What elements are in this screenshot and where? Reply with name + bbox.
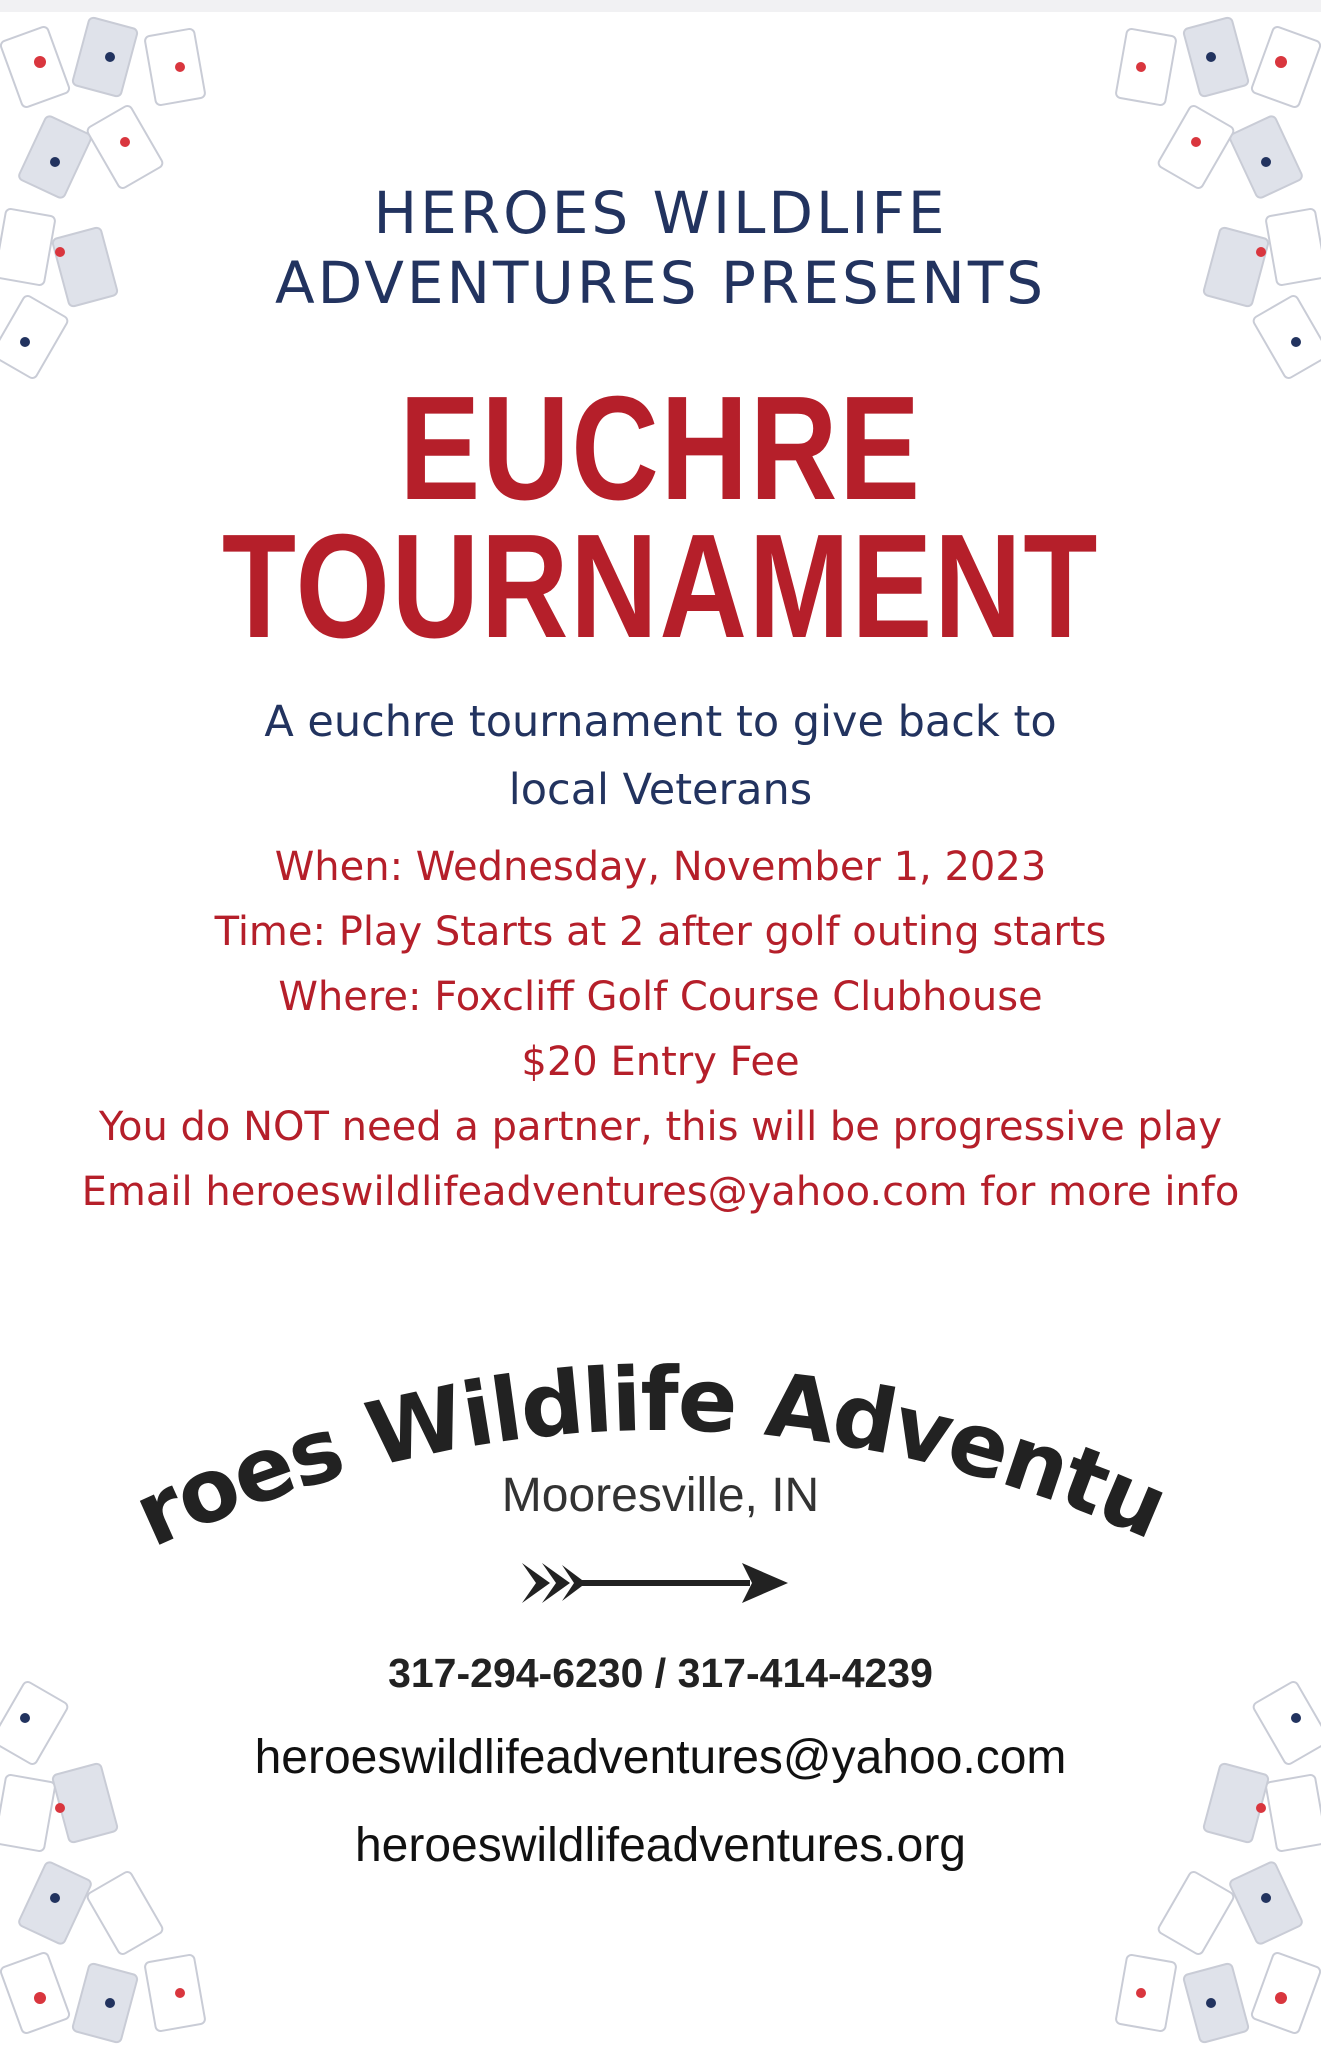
detail-when: When: Wednesday, November 1, 2023: [274, 844, 1047, 890]
detail-fee: $20 Entry Fee: [521, 1039, 800, 1085]
tagline-line-2: local Veterans: [508, 765, 813, 815]
contact-email-link[interactable]: heroeswildlifeadventures@yahoo.com: [254, 1731, 1067, 1784]
event-title-line-2: TOURNAMENT: [221, 504, 1100, 669]
event-details: [0, 835, 1321, 1225]
presenter-line-2: ADVENTURES PRESENTS: [274, 249, 1047, 317]
event-tagline: [0, 688, 1321, 824]
detail-partner: You do NOT need a partner, this will be progressive play: [98, 1104, 1223, 1150]
logo-name: Heroes Wildlife Adventures: [114, 1258, 1181, 1567]
tagline-line-1: A euchre tournament to give back to: [264, 697, 1057, 747]
presenter-line-1: HEROES WILDLIFE: [373, 179, 948, 247]
event-title: [119, 366, 1202, 669]
arrow-icon: [520, 1555, 790, 1611]
top-bar: [0, 0, 1321, 12]
phone-numbers[interactable]: 317-294-6230 / 317-414-4239: [388, 1650, 933, 1696]
event-title-line-1: EUCHRE: [399, 366, 922, 531]
presenter-heading: [0, 178, 1321, 318]
website-link[interactable]: heroeswildlifeadventures.org: [354, 1819, 966, 1872]
detail-time: Time: Play Starts at 2 after golf outing starts: [214, 909, 1107, 955]
detail-where: Where: Foxcliff Golf Course Clubhouse: [278, 974, 1043, 1020]
logo-location: Mooresville, IN: [501, 1469, 820, 1522]
detail-email-info: Email heroeswildlifeadventures@yahoo.com for more info: [81, 1169, 1240, 1215]
